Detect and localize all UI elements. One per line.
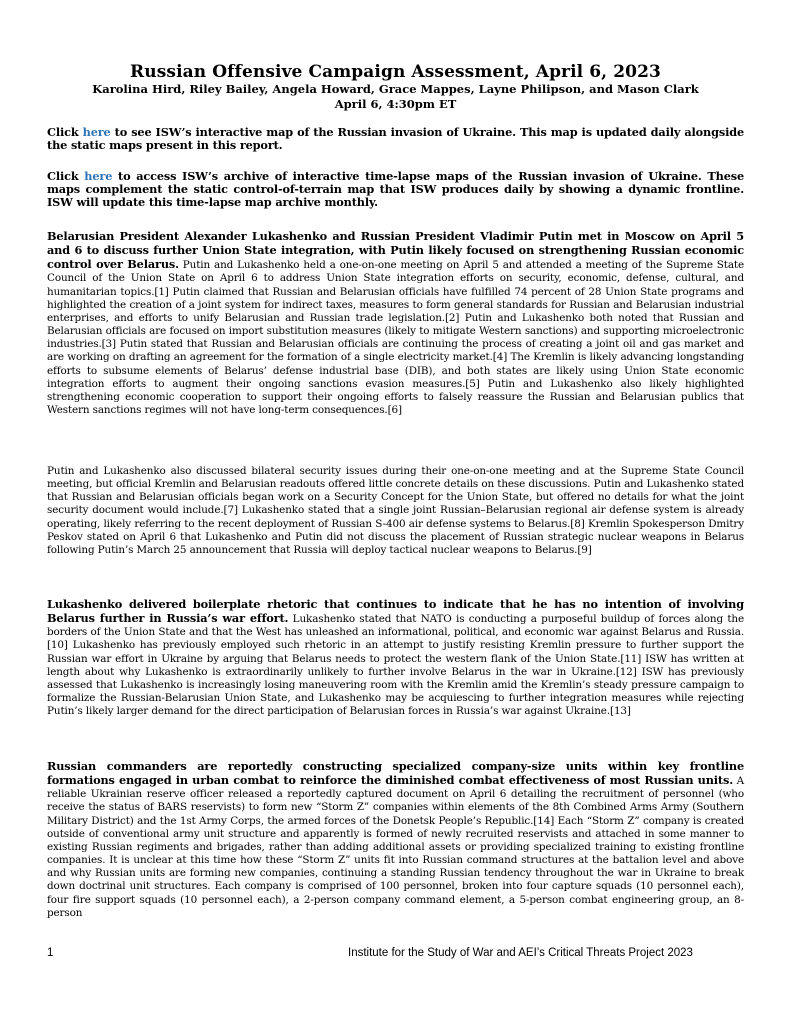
paragraph-lead: Russian commanders are reportedly constructing specialized company-size units within key frontline formations engaged in urban combat to reinforce the diminished combat effectiveness of most Russian units. [47, 759, 744, 788]
paragraph-text: Lukashenko stated that NATO is conducting a purposeful buildup of forces along the borders of the Union State and that the West has unleashed an informational, political, and economic war against Belarus and Russia.[10] Lukashenko has previously employed such rhetoric in an attempt to justify resisting Kremlin pressure to further support the Russian war effort in Ukraine by arguing that Belarus needs to protect the western flank of the Union State.[11] ISW has written at length about why Lukashenko is extraordinarily unlikely to further involve Belarus in the war in Ukraine.[12] ISW has previously assessed that Lukashenko is increasingly losing maneuvering room with the Kremlin amid the Kremlin’s steady pressure campaign to formalize the Russian-Belarusian Union State, and Lukashenko may be acquiescing to further integration measures while rejecting Putin’s likely larger demand for the direct participation of Belarusian forces in Russia’s war against Ukraine.[13] [47, 613, 744, 718]
paragraph-union-state-meeting [47, 230, 744, 417]
timelapse-link-text: to access ISW’s archive of interactive time-lapse maps of the Russian invasion of Ukraine. These maps complement the static control-of-terrain map that ISW produces daily by showing a dynamic frontline. ISW will update this time-lapse map archive monthly. [47, 169, 744, 210]
paragraph-text: Putin and Lukashenko held a one-on-one meeting on April 5 and attended a meeting of the Supreme State Council of the Union State on April 6 to address Union State integration efforts on security, economic, defense, cultural, and humanitarian topics.[1] Putin claimed that Russian and Belarusian officials have fulfilled 74 percent of 28 Union State programs and highlighted the creation of a joint system for indirect taxes, measures to form general standards for Russian and Belarusian industrial enterprises, and efforts to unify Belarusian and Russian trade legislation.[2] Putin and Lukashenko both noted that Russian and Belarusian officials are focused on import substitution measures (likely to mitigate Western sanctions) and supporting microelectronic industries.[3] Putin stated that Russian and Belarusian officials are continuing the process of creating a joint oil and gas market and are working on drafting an agreement for the formation of a single electricity market.[4] The Kremlin is likely advancing longstanding efforts to subsume elements of Belarus’ defense industrial base (DIB), and both states are likely using Union State economic integration efforts to augment their ongoing sanctions evasion measures.[5] Putin and Lukashenko also likely highlighted strengthening economic cooperation to support their ongoing efforts to falsely reassure the Russian and Belarusian publics that Western sanctions regimes will not have long-term consequences.[6] [47, 259, 744, 417]
map-link-paragraph [47, 126, 744, 152]
paragraph-text: A reliable Ukrainian reserve officer released a reportedly captured document on April 6 detailing the recruitment of personnel (who receive the status of BARS reservists) to form new “Storm Z” companies within elements of the 8th Combined Arms Army (Southern Military District) and the 1st Army Corps, the armed forces of the Donetsk People’s Republic.[14] Each “Storm Z” company is created outside of conventional army unit structure and apparently is formed of newly recruited reservists and attached in some manner to existing Russian regiments and brigades, rather than adding additional assets or providing specialized training to existing frontline companies. It is unclear at this time how these “Storm Z” units fit into Russian command structures at the battalion level and above and why Russian units are forming new companies, continuing a standing Russian tendency throughout the war in Ukraine to break down doctrinal unit structures. Each company is comprised of 100 personnel, broken into four capture squads (10 personnel each), four fire support squads (10 personnel each), a 2-person company command element, a 5-person combat engineering group, an 8-person [47, 775, 744, 919]
interactive-map-link[interactable]: here [82, 125, 111, 139]
authors-line: Karolina Hird, Riley Bailey, Angela Howard, Grace Mappes, Layne Philipson, and Mason Clark [92, 82, 699, 96]
timelapse-archive-link[interactable]: here [84, 169, 113, 183]
map-link-text: to see ISW’s interactive map of the Russian invasion of Ukraine. This map is updated daily alongside the static maps present in this report. [47, 125, 744, 153]
timelapse-link-paragraph [47, 170, 744, 209]
paragraph-storm-z-units [47, 760, 744, 920]
paragraph-lead: Lukashenko delivered boilerplate rhetoric that continues to indicate that he has no intention of involving Belarus further in Russia’s war effort. [47, 597, 744, 626]
footer-organization: Institute for the Study of War and AEI’s Critical Threats Project 2023 [348, 947, 693, 959]
page-title: Russian Offensive Campaign Assessment, April 6, 2023 [130, 62, 661, 82]
paragraph-security-issues [47, 465, 744, 557]
map-link-prefix: Click [47, 125, 83, 139]
page-number: 1 [47, 947, 54, 959]
timelapse-link-prefix: Click [47, 169, 85, 183]
paragraph-lukashenko-rhetoric [47, 598, 744, 718]
paragraph-text: Putin and Lukashenko also discussed bilateral security issues during their one-on-one meeting and at the Supreme State Council meeting, but official Kremlin and Belarusian readouts offered little concrete details on these discussions. Putin and Lukashenko stated that Russian and Belarusian officials began work on a Security Concept for the Union State, but offered no details for what the joint security document would include.[7] Lukashenko stated that a single joint Russian–Belarusian regional air defense system is already operating, likely referring to the recent deployment of Russian S-400 air defense systems to Belarus.[8] Kremlin Spokesperson Dmitry Peskov stated on April 6 that Lukashenko and Putin did not discuss the placement of Russian strategic nuclear weapons in Belarus following Putin’s March 25 announcement that Russia will deploy tactical nuclear weapons to Belarus.[9] [47, 465, 744, 556]
date-line: April 6, 4:30pm ET [334, 97, 457, 111]
paragraph-lead: Belarusian President Alexander Lukashenko and Russian President Vladimir Putin met in Moscow on April 5 and 6 to discuss further Union State integration, with Putin likely focused on strengthening Russian economic control over Belarus. [47, 229, 744, 272]
